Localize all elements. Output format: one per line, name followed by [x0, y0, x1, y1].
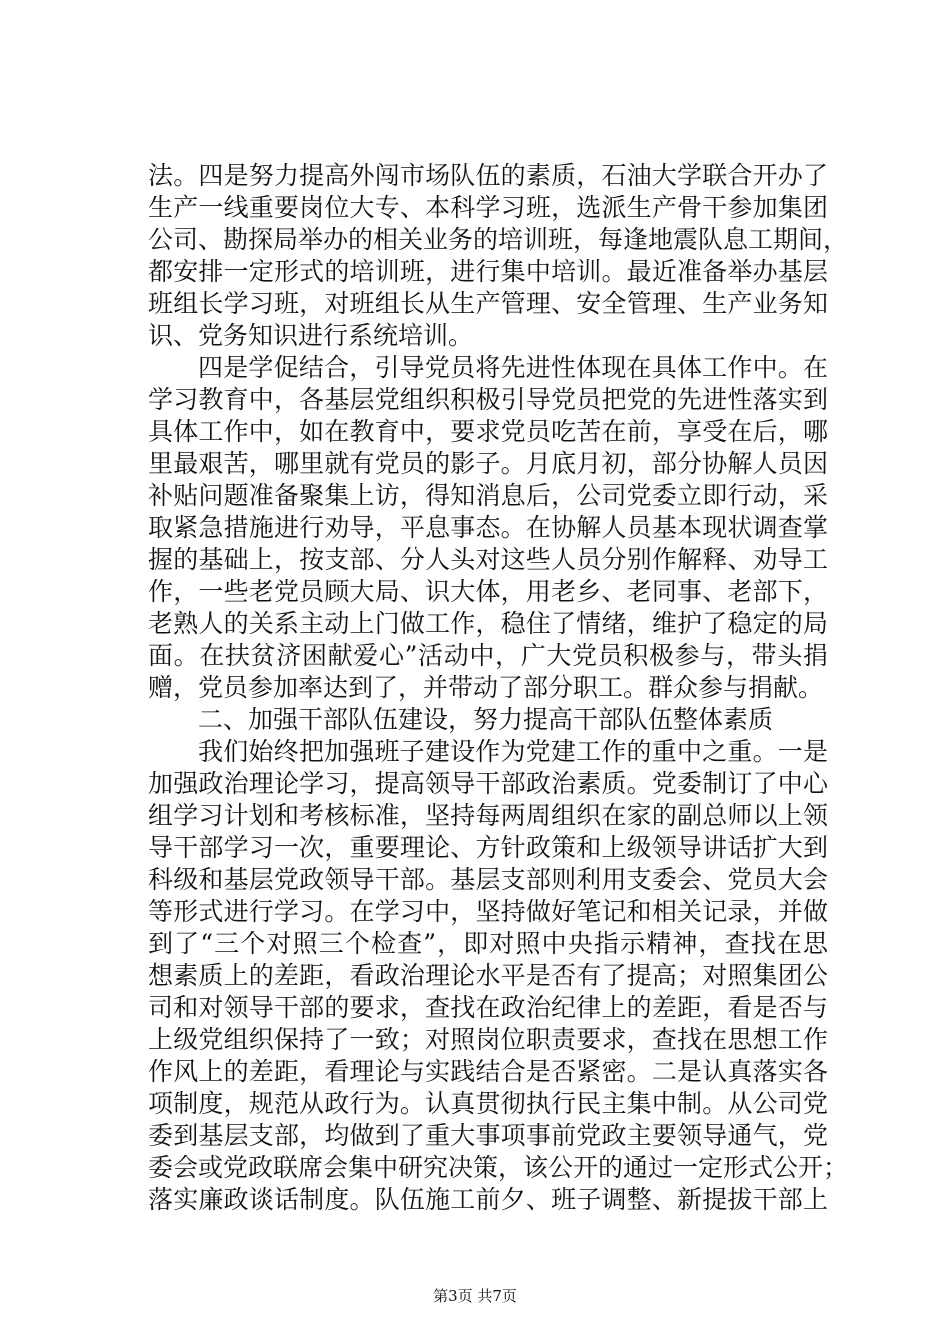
text-line: 到了“三个对照三个检查”，即对照中央指示精神，查找在思	[148, 929, 828, 958]
text-line: 作，一些老党员顾大局、识大体，用老乡、老同事、老部下，	[148, 577, 828, 606]
text-line: 作风上的差距，看理论与实践结合是否紧密。二是认真落实各	[148, 1057, 828, 1086]
text-line: 握的基础上，按支部、分人头对这些人员分别作解释、劝导工	[148, 545, 828, 574]
text-line: 想素质上的差距，看政治理论水平是否有了提高；对照集团公	[148, 961, 828, 990]
text-line: 法。四是努力提高外闯市场队伍的素质，石油大学联合开办了	[148, 161, 828, 190]
text-line: 识、党务知识进行系统培训。	[148, 321, 474, 350]
text-line: 都安排一定形式的培训班，进行集中培训。最近准备举办基层	[148, 257, 828, 286]
text-line: 面。在扶贫济困献爱心”活动中，广大党员积极参与，带头捐	[148, 641, 828, 670]
section-heading: 二、加强干部队伍建设，努力提高干部队伍整体素质	[198, 705, 774, 734]
text-line: 公司、勘探局举办的相关业务的培训班，每逢地震队息工期间，	[148, 225, 849, 254]
text-line: 项制度，规范从政行为。认真贯彻执行民主集中制。从公司党	[148, 1089, 828, 1118]
text-line: 组学习计划和考核标准，坚持每两周组织在家的副总师以上领	[148, 801, 828, 830]
text-line: 生产一线重要岗位大专、本科学习班，选派生产骨干参加集团	[148, 193, 828, 222]
text-line: 等形式进行学习。在学习中，坚持做好笔记和相关记录，并做	[148, 897, 828, 926]
text-line: 具体工作中，如在教育中，要求党员吃苦在前，享受在后，哪	[148, 417, 828, 446]
paragraph-start-line: 四是学促结合，引导党员将先进性体现在具体工作中。在	[198, 353, 828, 382]
text-line: 班组长学习班，对班组长从生产管理、安全管理、生产业务知	[148, 289, 828, 318]
page-footer	[0, 1286, 950, 1306]
text-line: 赠，党员参加率达到了，并带动了部分职工。群众参与捐献。	[148, 673, 824, 702]
text-line: 委到基层支部，均做到了重大事项事前党政主要领导通气，党	[148, 1121, 828, 1150]
text-line: 科级和基层党政领导干部。基层支部则利用支委会、党员大会	[148, 865, 828, 894]
text-line: 补贴问题准备聚集上访，得知消息后，公司党委立即行动，采	[148, 481, 828, 510]
text-line: 老熟人的关系主动上门做工作，稳住了情绪，维护了稳定的局	[148, 609, 828, 638]
text-line: 导干部学习一次，重要理论、方针政策和上级领导讲话扩大到	[148, 833, 828, 862]
text-line: 委会或党政联席会集中研究决策，该公开的通过一定形式公开；	[148, 1153, 849, 1182]
text-line: 司和对领导干部的要求，查找在政治纪律上的差距，看是否与	[148, 993, 828, 1022]
text-line: 落实廉政谈话制度。队伍施工前夕、班子调整、新提拔干部上	[148, 1185, 828, 1214]
text-line: 取紧急措施进行劝导，平息事态。在协解人员基本现状调查掌	[148, 513, 828, 542]
text-line: 学习教育中，各基层党组织积极引导党员把党的先进性落实到	[148, 385, 828, 414]
paragraph-start-line: 我们始终把加强班子建设作为党建工作的重中之重。一是	[198, 737, 828, 766]
body-text	[148, 160, 849, 1216]
page-number: 第3页 共7页	[433, 1287, 517, 1305]
text-line: 里最艰苦，哪里就有党员的影子。月底月初，部分协解人员因	[148, 449, 828, 478]
text-line: 上级党组织保持了一致；对照岗位职责要求，查找在思想工作	[148, 1025, 828, 1054]
text-line: 加强政治理论学习，提高领导干部政治素质。党委制订了中心	[148, 769, 828, 798]
